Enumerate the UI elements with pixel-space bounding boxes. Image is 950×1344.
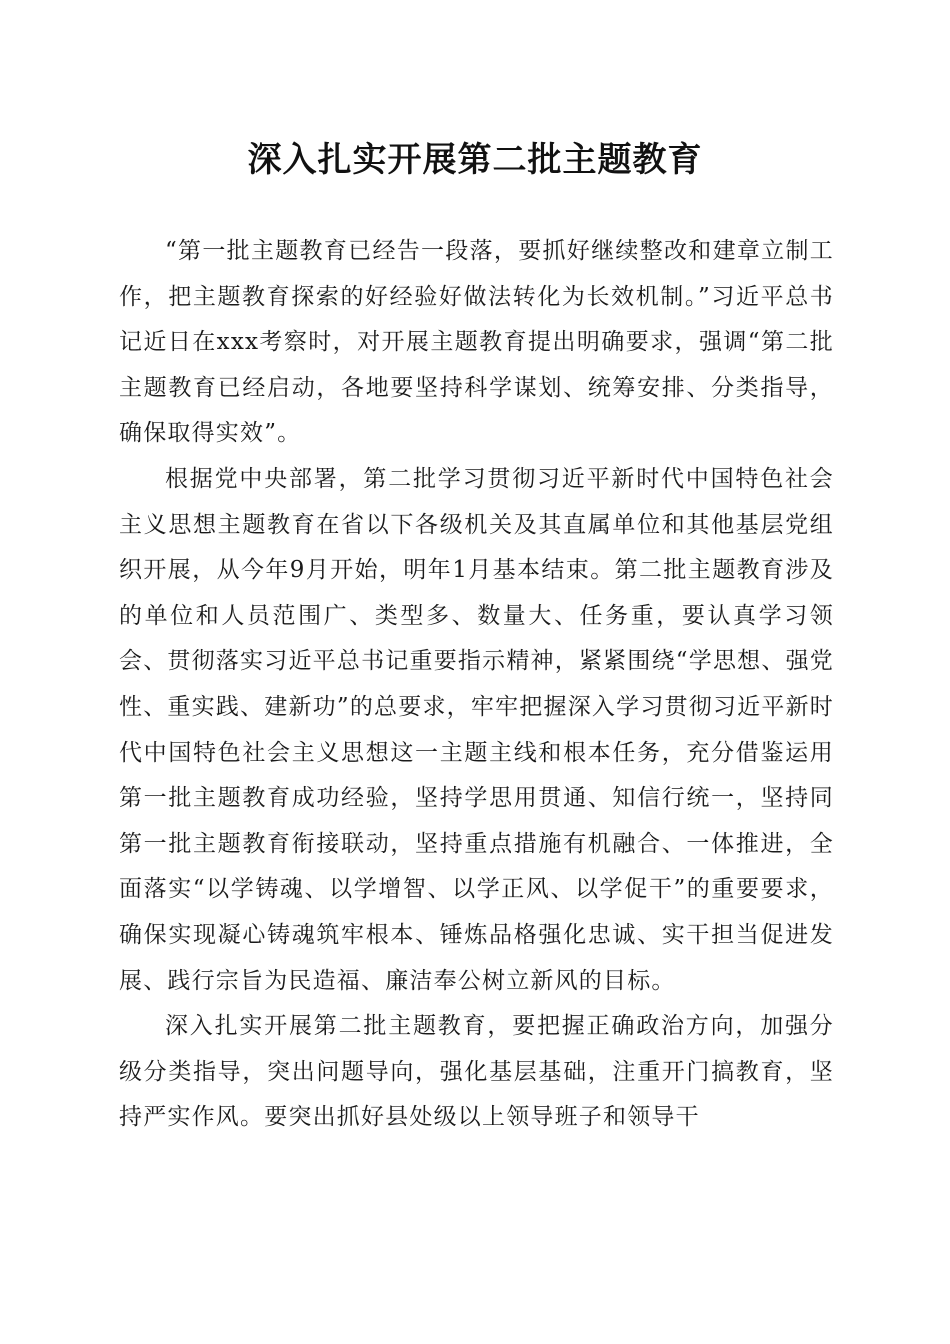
document-title: 深入扎实开展第二批主题教育	[247, 140, 703, 180]
document-body	[119, 229, 834, 1141]
paragraph-2: 根据党中央部署，第二批学习贯彻习近平新时代中国特色社会主义思想主题教育在省以下各级机关及其直属单位和其他基层党组织开展，从今年9月开始，明年1月基本结束。第二批主题教育涉及的单位和人员范围广、类型多、数量大、任务重，要认真学习领会、贯彻落实习近平总书记重要指示精神，紧紧围绕“学思想、强党性、重实践、建新功”的总要求，牢牢把握深入学习贯彻习近平新时代中国特色社会主义思想这一主题主线和根本任务，充分借鉴运用第一批主题教育成功经验，坚持学思用贯通、知信行统一，坚持同第一批主题教育衔接联动，坚持重点措施有机融合、一体推进，全面落实“以学铸魂、以学增智、以学正风、以学促干”的重要要求，确保实现凝心铸魂筑牢根本、锤炼品格强化忠诚、实干担当促进发展、践行宗旨为民造福、廉洁奉公树立新风的目标。	[119, 465, 834, 994]
paragraph-3: 深入扎实开展第二批主题教育，要把握正确政治方向，加强分级分类指导，突出问题导向，强化基层基础，注重开门搞教育，坚持严实作风。要突出抓好县处级以上领导班子和领导干	[119, 1013, 834, 1131]
paragraph-1: “第一批主题教育已经告一段落，要抓好继续整改和建章立制工作，把主题教育探索的好经验好做法转化为长效机制。”习近平总书记近日在xxx考察时，对开展主题教育提出明确要求，强调“第二批主题教育已经启动，各地要坚持科学谋划、统筹安排、分类指导，确保取得实效”。	[119, 238, 834, 447]
